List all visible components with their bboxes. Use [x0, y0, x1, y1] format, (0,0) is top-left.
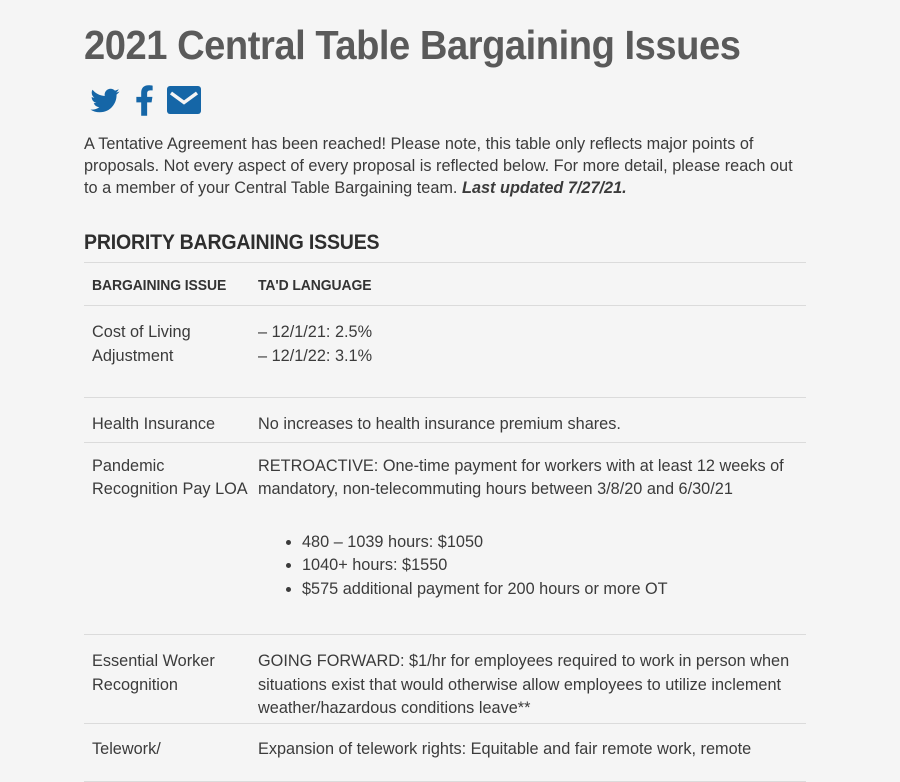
- issue-cell: Pandemic Recognition Pay LOA: [84, 443, 258, 635]
- section-heading-text: PRIORITY BARGAINING ISSUES: [84, 231, 379, 255]
- table-row-cost-of-living: [84, 306, 806, 398]
- intro-text: A Tentative Agreement has been reached! Please note, this table only reflects major points of proposals. Not every aspect of every proposal is reflected below. For more detail, please reach out to a member of your Central Table Bargaining team.: [84, 135, 793, 197]
- language-line: – 12/1/22: 3.1%: [258, 345, 790, 369]
- bargaining-issues-table: [84, 262, 806, 782]
- page-title-text: 2021 Central Table Bargaining Issues: [84, 22, 740, 68]
- email-share-link[interactable]: [167, 86, 201, 114]
- twitter-icon: [88, 86, 122, 115]
- table-header-row: [84, 263, 806, 306]
- facebook-share-link[interactable]: [135, 85, 154, 116]
- language-text: Expansion of telework rights: Equitable and fair remote work, remote: [258, 738, 790, 762]
- language-cell: [258, 443, 806, 635]
- table-row-telework: [84, 724, 806, 782]
- column-header-tad-language-text: TA'D LANGUAGE: [258, 277, 371, 294]
- section-heading: [84, 231, 816, 255]
- twitter-share-link[interactable]: [88, 86, 122, 115]
- bullet-item: • 1040+ hours: $1550: [302, 554, 790, 578]
- table-row-essential-worker-recognition: [84, 635, 806, 724]
- payment-bullet-list: [258, 531, 790, 602]
- language-cell: [258, 635, 806, 723]
- column-header-tad-language: [258, 263, 806, 305]
- article-page: [0, 22, 900, 767]
- issue-cell: Essential Worker Recognition: [84, 635, 258, 723]
- language-line: – 12/1/21: 2.5%: [258, 321, 790, 345]
- language-text: GOING FORWARD: $1/hr for employees required to work in person when situations exist that would otherwise allow employees to utilize inclement weather/hazardous conditions leave**: [258, 650, 790, 721]
- column-header-bargaining-issue-text: BARGAINING ISSUE: [92, 277, 226, 294]
- issue-cell: Cost of Living Adjustment: [84, 306, 258, 397]
- social-share-bar: [88, 83, 816, 117]
- column-header-bargaining-issue: [84, 263, 258, 305]
- facebook-icon: [135, 85, 154, 116]
- language-cell: [258, 306, 806, 397]
- bullet-item: • $575 additional payment for 200 hours or more OT: [302, 578, 790, 602]
- issue-cell: Telework/: [84, 724, 258, 782]
- table-row-pandemic-recognition-pay: [84, 443, 806, 636]
- bullet-item: • 480 – 1039 hours: $1050: [302, 531, 790, 555]
- language-text: No increases to health insurance premium shares.: [258, 413, 790, 437]
- intro-paragraph: [84, 133, 806, 199]
- page-title: [84, 22, 816, 68]
- email-icon: [167, 86, 201, 114]
- language-cell: [258, 724, 806, 782]
- language-cell: [258, 398, 806, 442]
- table-row-health-insurance: [84, 398, 806, 443]
- issue-cell: Health Insurance: [84, 398, 258, 442]
- last-updated-text: Last updated 7/27/21.: [462, 179, 627, 197]
- language-text: RETROACTIVE: One-time payment for workers with at least 12 weeks of mandatory, non-telecommuting hours between 3/8/20 and 6/30/21: [258, 455, 790, 502]
